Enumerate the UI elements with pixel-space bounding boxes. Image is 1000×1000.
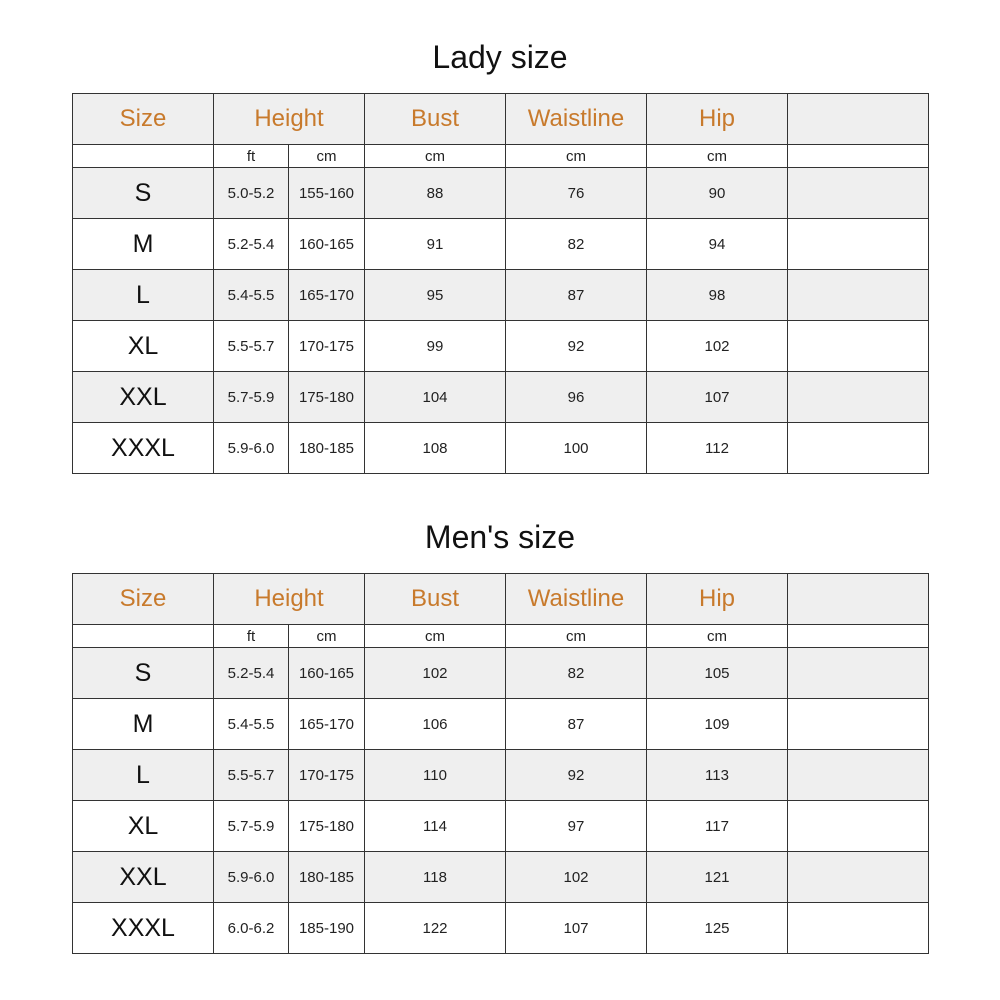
bust-cell: 108 [365,423,506,474]
hip-cell: 109 [647,699,788,750]
lady-size-table [72,93,929,474]
height-cm-cell: 180-185 [289,423,365,474]
header-row [73,574,929,625]
height-ft-cell: 5.4-5.5 [214,270,289,321]
height-ft-cell: 5.9-6.0 [214,423,289,474]
extra-cell [788,648,929,699]
size-cell: M [73,699,214,750]
height-cm-cell: 160-165 [289,219,365,270]
unit-hip: cm [647,625,788,648]
header-height: Height [214,574,365,625]
header-height: Height [214,94,365,145]
waist-cell: 92 [506,750,647,801]
height-cm-cell: 160-165 [289,648,365,699]
height-cm-cell: 170-175 [289,750,365,801]
bust-cell: 102 [365,648,506,699]
waist-cell: 87 [506,699,647,750]
height-ft-cell: 5.7-5.9 [214,801,289,852]
hip-cell: 98 [647,270,788,321]
waist-cell: 102 [506,852,647,903]
height-cm-cell: 170-175 [289,321,365,372]
men-size-title: Men's size [424,519,576,555]
height-ft-cell: 5.7-5.9 [214,372,289,423]
header-hip: Hip [647,574,788,625]
unit-bust: cm [365,625,506,648]
waist-cell: 82 [506,219,647,270]
height-cm-cell: 175-180 [289,801,365,852]
size-cell: L [73,270,214,321]
bust-cell: 110 [365,750,506,801]
hip-cell: 105 [647,648,788,699]
table-row [73,168,929,219]
table-row [73,903,929,954]
table-row [73,321,929,372]
table-row [73,699,929,750]
header-row [73,94,929,145]
hip-cell: 90 [647,168,788,219]
size-cell: XXXL [73,423,214,474]
height-ft-cell: 5.0-5.2 [214,168,289,219]
waist-cell: 100 [506,423,647,474]
size-cell: XXL [73,372,214,423]
unit-row [73,625,929,648]
bust-cell: 106 [365,699,506,750]
header-empty [788,94,929,145]
height-ft-cell: 5.4-5.5 [214,699,289,750]
waist-cell: 87 [506,270,647,321]
bust-cell: 104 [365,372,506,423]
hip-cell: 102 [647,321,788,372]
size-cell: XXL [73,852,214,903]
lady-size-section [72,30,928,474]
height-cm-cell: 155-160 [289,168,365,219]
size-cell: XL [73,321,214,372]
header-hip: Hip [647,94,788,145]
unit-waist: cm [506,145,647,168]
unit-row [73,145,929,168]
hip-cell: 121 [647,852,788,903]
bust-cell: 99 [365,321,506,372]
extra-cell [788,852,929,903]
bust-cell: 118 [365,852,506,903]
bust-cell: 95 [365,270,506,321]
table-row [73,750,929,801]
bust-cell: 114 [365,801,506,852]
hip-cell: 112 [647,423,788,474]
header-size: Size [73,94,214,145]
extra-cell [788,321,929,372]
height-cm-cell: 175-180 [289,372,365,423]
size-cell: S [73,648,214,699]
height-cm-cell: 185-190 [289,903,365,954]
extra-cell [788,423,929,474]
height-ft-cell: 5.2-5.4 [214,219,289,270]
hip-cell: 94 [647,219,788,270]
bust-cell: 91 [365,219,506,270]
hip-cell: 125 [647,903,788,954]
bust-cell: 122 [365,903,506,954]
height-ft-cell: 5.2-5.4 [214,648,289,699]
extra-cell [788,801,929,852]
extra-cell [788,903,929,954]
extra-cell [788,372,929,423]
unit-ft: ft [214,625,289,648]
size-cell: L [73,750,214,801]
extra-cell [788,699,929,750]
height-cm-cell: 165-170 [289,270,365,321]
waist-cell: 76 [506,168,647,219]
height-ft-cell: 6.0-6.2 [214,903,289,954]
unit-empty [73,145,214,168]
hip-cell: 113 [647,750,788,801]
height-ft-cell: 5.9-6.0 [214,852,289,903]
hip-cell: 107 [647,372,788,423]
unit-hip: cm [647,145,788,168]
waist-cell: 92 [506,321,647,372]
unit-height-cm: cm [289,625,365,648]
unit-bust: cm [365,145,506,168]
size-cell: XXXL [73,903,214,954]
waist-cell: 82 [506,648,647,699]
unit-extra [788,145,929,168]
table-row [73,270,929,321]
header-empty [788,574,929,625]
unit-height-cm: cm [289,145,365,168]
table-row [73,219,929,270]
waist-cell: 97 [506,801,647,852]
height-ft-cell: 5.5-5.7 [214,321,289,372]
extra-cell [788,750,929,801]
table-row [73,852,929,903]
height-ft-cell: 5.5-5.7 [214,750,289,801]
table-row [73,423,929,474]
height-cm-cell: 180-185 [289,852,365,903]
header-bust: Bust [365,574,506,625]
header-size: Size [73,574,214,625]
waist-cell: 107 [506,903,647,954]
bust-cell: 88 [365,168,506,219]
table-row [73,648,929,699]
unit-extra [788,625,929,648]
header-waistline: Waistline [506,94,647,145]
size-cell: S [73,168,214,219]
extra-cell [788,270,929,321]
unit-ft: ft [214,145,289,168]
table-row [73,372,929,423]
unit-empty [73,625,214,648]
height-cm-cell: 165-170 [289,699,365,750]
extra-cell [788,168,929,219]
waist-cell: 96 [506,372,647,423]
men-size-section [72,510,928,954]
men-size-table [72,573,929,954]
header-waistline: Waistline [506,574,647,625]
hip-cell: 117 [647,801,788,852]
lady-size-title: Lady size [432,39,568,75]
size-cell: M [73,219,214,270]
extra-cell [788,219,929,270]
table-row [73,801,929,852]
unit-waist: cm [506,625,647,648]
header-bust: Bust [365,94,506,145]
size-cell: XL [73,801,214,852]
